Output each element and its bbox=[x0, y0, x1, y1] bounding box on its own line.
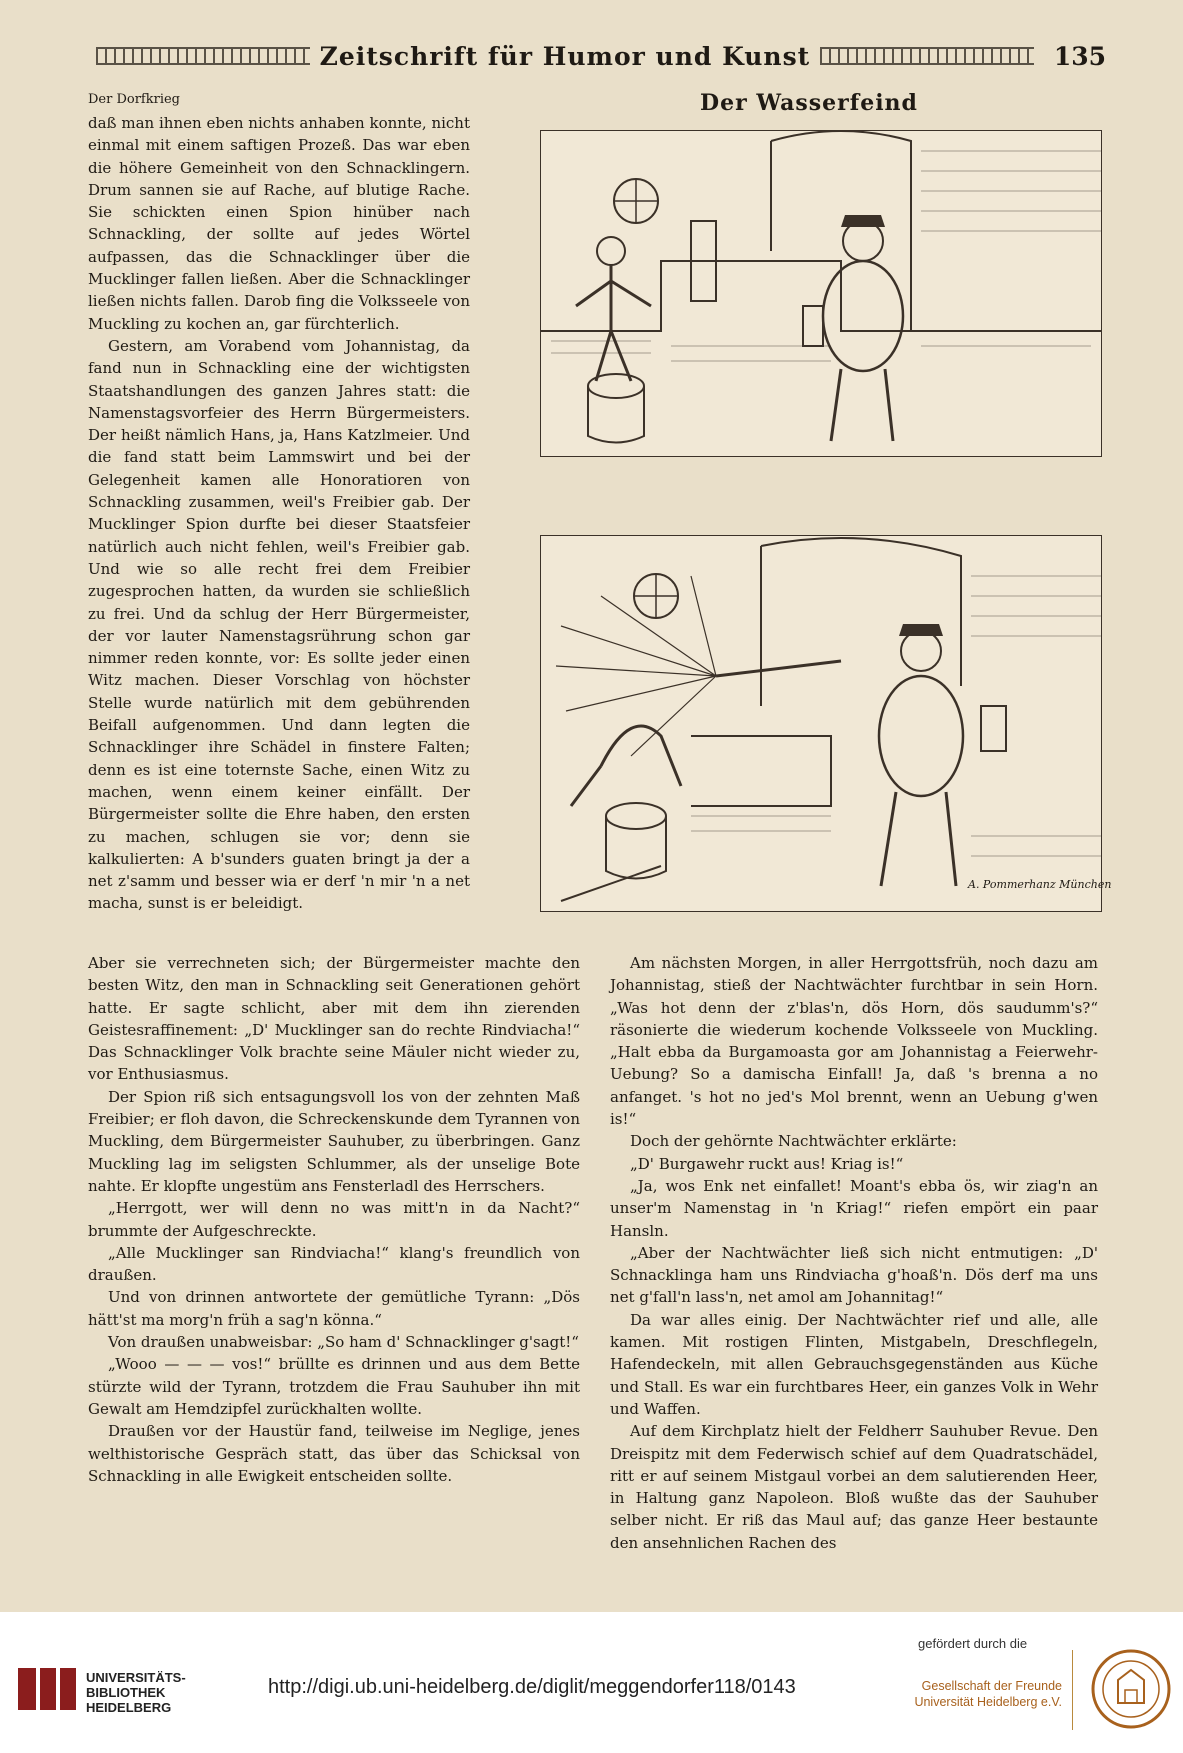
paragraph: Und von drinnen antwortete der gemütliche Tyrann: „Dös hätt'st ma morg'n früh a sag'n könna.“ bbox=[88, 1288, 580, 1329]
journal-title: Zeitschrift für Humor und Kunst bbox=[319, 41, 811, 71]
library-name-line: BIBLIOTHEK bbox=[86, 1685, 166, 1700]
funded-by-label: gefördert durch die bbox=[918, 1636, 1028, 1651]
artist-signature: A. Pommerhanz München bbox=[968, 878, 1112, 891]
university-library-logo-icon bbox=[16, 1664, 78, 1714]
paragraph: Von draußen unabweisbar: „So ham d' Schnacklinger g'sagt!“ bbox=[108, 1333, 579, 1352]
library-name-line: UNIVERSITÄTS- bbox=[86, 1670, 186, 1685]
paragraph: Der Spion riß sich entsagungsvoll los von der zehnten Maß Freibier; er floh davon, die Schreckenskunde dem Tyrannen von Muckling, dem Bürgermeister Sauhuber, zu überbringen. Ganz Muckling lag im seligsten Schlummer, als der unselige Bote nahte. Er klopfte ungestüm ans Fensterladl des Herrschers. bbox=[88, 1087, 580, 1195]
footer-divider bbox=[1072, 1650, 1073, 1730]
paragraph: „Ja, wos Enk net einfallet! Moant's ebba ös, wir ziag'n an unser'm Namenstag in 'n Kriag!“ riefen empört ein paar Hansln. bbox=[610, 1176, 1098, 1240]
paragraph: Doch der gehörnte Nachtwächter erklärte: bbox=[630, 1132, 957, 1151]
paragraph: „Aber der Nachtwächter ließ sich nicht entmutigen: „D' Schnacklinga ham uns Rindviacha g'hoaß'n. Dös derf ma uns net g'fall'n lass'n, net amol am Johannitag!“ bbox=[610, 1243, 1098, 1307]
illustration-top-drawing bbox=[541, 131, 1101, 456]
paragraph: Draußen vor der Haustür fand, teilweise im Neglige, jenes welthistorische Gespräch statt, das über das Schicksal von Schnackling in alle Ewigkeit entscheiden sollte. bbox=[88, 1422, 580, 1485]
paragraph: „D' Burgawehr ruckt aus! Kriag is!“ bbox=[630, 1154, 904, 1173]
library-name-line: HEIDELBERG bbox=[86, 1700, 172, 1715]
text-column-bottom-right bbox=[610, 952, 1098, 1554]
page-number: 135 bbox=[1053, 41, 1106, 71]
paragraph: „Wooo — — — vos!“ brüllte es drinnen und aus dem Bette stürzte wild der Tyrann, trotzdem die Frau Sauhuber ihn mit Gewalt am Hemdzipfel zurückhalten wollte. bbox=[88, 1355, 580, 1418]
illustration-bottom bbox=[540, 535, 1102, 912]
source-url[interactable]: http://digi.ub.uni-heidelberg.de/diglit/meggendorfer118/0143 bbox=[268, 1676, 796, 1698]
section-label: Der Dorfkrieg bbox=[88, 92, 181, 107]
paragraph: daß man ihnen eben nichts anhaben konnte, nicht einmal mit einem saftigen Prozeß. Das war eben die höhere Gemeinheit von den Schnacklingern. Drum sannen sie auf Rache, auf blutige Rache. Sie schickten einen Spion hinüber nach Schnackling, der sollte auf jedes Wörtel aufpassen, das die Schnacklinger über die Mucklinger fallen ließen. Aber die Schnacklinger ließen nichts fallen. Darob fing die Volksseele von Muckling zu kochen an, gar fürchterlich. bbox=[88, 114, 470, 333]
page-header bbox=[86, 38, 1106, 74]
paragraph: „Alle Mucklinger san Rindviacha!“ klang's freundlich von draußen. bbox=[88, 1243, 580, 1285]
paragraph: Da war alles einig. Der Nachtwächter rief und alle, alle kamen. Mit rostigen Flinten, Mistgabeln, Dreschflegeln, Hafendeckeln, mit allen Gebrauchsgegenständen aus Küche und Stall. Es war ein furchtbares Heer, ein ganzes Volk in Wehr und Waffen. bbox=[610, 1310, 1098, 1418]
society-name-line: Gesellschaft der Freunde bbox=[921, 1679, 1062, 1693]
illustration-top bbox=[540, 130, 1102, 457]
paragraph: Gestern, am Vorabend vom Johannistag, da fand nun in Schnackling eine der wichtigsten Staatshandlungen des ganzen Jahres statt: die Namenstagsvorfeier des Herrn Bürgermeisters. Der heißt nämlich Hans, ja, Hans Katzlmeier. Und die fand statt beim Lammswirt und bei der Gelegenheit kamen alle Honoratioren von Schnackling zusammen, weil's Freibier gab. Der Mucklinger Spion durfte bei dieser Staatsfeier natürlich auch nicht fehlen, weil's Freibier gab. Und wie so alle recht frei dem Freibier zugesprochen hatten, da wurden sie schließlich zu frei. Und da schlug der Herr Bürgermeister, der vor lauter Namenstagsrührung schon gar nimmer reden konnte, vor: Es sollte jeder einen Witz machen. Dieser Vorschlag von höchster Stelle wurde natürlich mit dem gebührenden Beifall aufgenommen. Und dann legten die Schnacklinger ihre Schädel in finstere Falten; denn es ist eine toternste Sache, einen Witz zu machen, wenn einem keiner einfällt. Der Bürgermeister sollte die Ehre haben, den ersten zu machen, schlugen sie vor; denn sie kalkulierten: A b'sunders guaten bringt ja der a net z'samm und besser wia er derf 'n mir 'n a net macha, sunst is er beleidigt. bbox=[88, 336, 470, 913]
society-seal-icon bbox=[1090, 1648, 1172, 1730]
article-title: Der Wasserfeind bbox=[700, 90, 918, 116]
text-column-left-top bbox=[88, 112, 470, 915]
paragraph: „Herrgott, wer will denn no was mitt'n in da Nacht?“ brummte der Aufgeschreckte. bbox=[88, 1199, 580, 1240]
digitization-footer bbox=[0, 1612, 1183, 1753]
society-name bbox=[912, 1678, 1062, 1710]
header-ornament-right bbox=[820, 47, 1034, 65]
library-name bbox=[86, 1670, 186, 1715]
society-name-line: Universität Heidelberg e.V. bbox=[914, 1695, 1062, 1709]
illustration-bottom-drawing bbox=[541, 536, 1101, 911]
paragraph: Auf dem Kirchplatz hielt der Feldherr Sauhuber Revue. Den Dreispitz mit dem Federwisch schief auf dem Quadratschädel, ritt er auf seinem Mistgaul vorbei an dem salutierenden Heer, in Haltung ganz Napoleon. Bloß wußte das der Sauhuber selber nicht. Er riß das Maul auf; das ganze Heer bestaunte den ansehnlichen Rachen des bbox=[610, 1422, 1098, 1552]
header-ornament-left bbox=[96, 47, 310, 65]
paragraph: Am nächsten Morgen, in aller Herrgottsfrüh, noch dazu am Johannistag, stieß der Nachtwächter furchtbar in sein Horn. „Was hot denn der z'blas'n, dös Horn, dös saudumm's?“ räsonierte die wiederum kochende Volksseele von Muckling. „Halt ebba da Burgamoasta gor am Johannistag a Feierwehr-Uebung? So a damischa Einfall! Ja, daß 's brenna a no anfanget. 's hot no jed's Mol brennt, wenn an Uebung g'wen is!“ bbox=[610, 954, 1098, 1129]
paragraph: Aber sie verrechneten sich; der Bürgermeister machte den besten Witz, den man in Schnackling seit Generationen gehört hatte. Er sagte schlicht, aber mit dem ihn zierenden Geistesraffinement: „D' Mucklinger san do rechte Rindviacha!“ Das Schnacklinger Volk brachte seine Mäuler nicht wieder zu, vor Enthusiasmus. bbox=[88, 954, 580, 1084]
text-column-bottom-left bbox=[88, 952, 580, 1487]
